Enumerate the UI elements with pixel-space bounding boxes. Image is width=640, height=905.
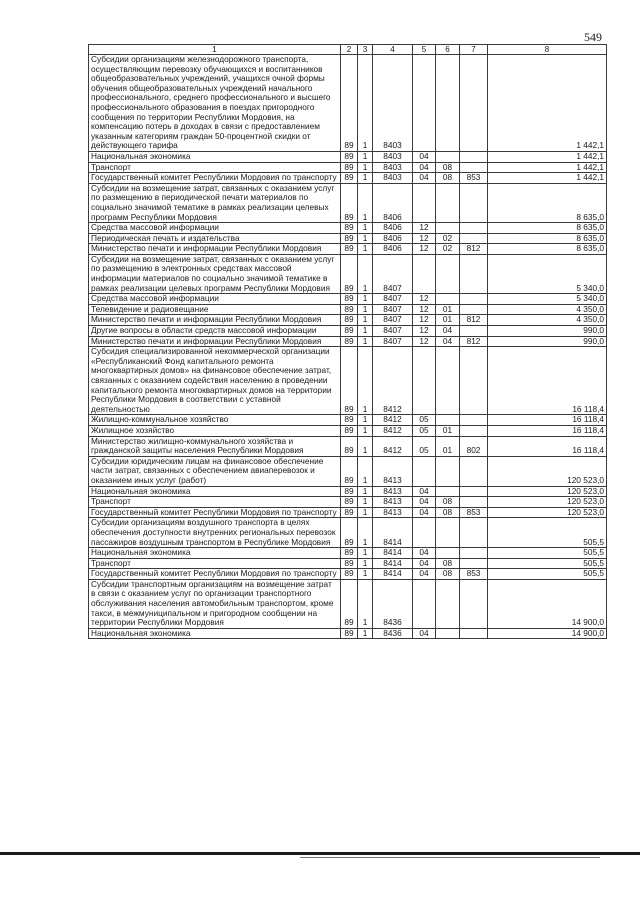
- cell-col-4: 8407: [373, 254, 413, 293]
- cell-amount: 8 635,0: [488, 244, 607, 255]
- cell-col-2: 89: [341, 548, 358, 559]
- table-row: [89, 486, 607, 497]
- cell-amount: 1 442,1: [488, 151, 607, 162]
- cell-col-4: 8403: [373, 55, 413, 152]
- cell-col-3: 1: [358, 518, 373, 548]
- cell-name: Телевидение и радиовещание: [89, 304, 341, 315]
- cell-col-6: [436, 415, 460, 426]
- cell-col-2: 89: [341, 518, 358, 548]
- cell-name: Национальная экономика: [89, 151, 341, 162]
- table-row: [89, 173, 607, 184]
- cell-amount: 1 442,1: [488, 55, 607, 152]
- cell-col-6: 01: [436, 425, 460, 436]
- cell-col-3: 1: [358, 162, 373, 173]
- cell-col-4: 8403: [373, 151, 413, 162]
- cell-col-6: 08: [436, 162, 460, 173]
- cell-name: Периодическая печать и издательства: [89, 233, 341, 244]
- cell-name: Транспорт: [89, 558, 341, 569]
- cell-amount: 8 635,0: [488, 233, 607, 244]
- cell-col-4: 8412: [373, 347, 413, 415]
- cell-col-6: 08: [436, 507, 460, 518]
- cell-amount: 8 635,0: [488, 183, 607, 222]
- cell-col-2: 89: [341, 628, 358, 639]
- cell-col-7: [460, 518, 488, 548]
- cell-name: Субсидии юридическим лицам на финансовое обеспечение части затрат, связанных с обеспечением авиаперевозок и оказанием иных услуг (работ): [89, 456, 341, 486]
- cell-col-2: 89: [341, 233, 358, 244]
- cell-col-6: [436, 151, 460, 162]
- table-row: [89, 304, 607, 315]
- cell-name: Субсидии организациям воздушного транспорта в целях обеспечения доступности внутренних региональных перевозок пассажиров воздушным транспортом в Республике Мордовия: [89, 518, 341, 548]
- budget-table-container: [88, 44, 606, 639]
- cell-amount: 990,0: [488, 326, 607, 337]
- cell-col-7: [460, 579, 488, 628]
- cell-col-2: 89: [341, 183, 358, 222]
- header-col-5: 5: [413, 45, 436, 55]
- cell-amount: 990,0: [488, 336, 607, 347]
- cell-col-4: 8414: [373, 518, 413, 548]
- cell-amount: 4 350,0: [488, 315, 607, 326]
- cell-col-2: 89: [341, 254, 358, 293]
- cell-col-4: 8413: [373, 486, 413, 497]
- cell-amount: 120 523,0: [488, 456, 607, 486]
- cell-col-7: 853: [460, 569, 488, 580]
- cell-amount: 5 340,0: [488, 294, 607, 305]
- table-row: [89, 183, 607, 222]
- cell-col-5: 04: [413, 628, 436, 639]
- table-row: [89, 415, 607, 426]
- table-row: [89, 315, 607, 326]
- cell-col-6: [436, 223, 460, 234]
- cell-col-3: 1: [358, 315, 373, 326]
- cell-col-7: [460, 425, 488, 436]
- cell-col-3: 1: [358, 336, 373, 347]
- cell-col-2: 89: [341, 425, 358, 436]
- cell-col-6: 08: [436, 497, 460, 508]
- table-body: [89, 55, 607, 639]
- table-row: [89, 569, 607, 580]
- cell-col-6: 01: [436, 304, 460, 315]
- cell-col-5: 05: [413, 425, 436, 436]
- table-row: [89, 518, 607, 548]
- cell-col-2: 89: [341, 326, 358, 337]
- page-number: 549: [584, 30, 602, 44]
- cell-name: Другие вопросы в области средств массовой информации: [89, 326, 341, 337]
- cell-name: Министерство печати и информации Республики Мордовия: [89, 336, 341, 347]
- cell-col-7: [460, 326, 488, 337]
- cell-col-4: 8407: [373, 336, 413, 347]
- cell-col-5: [413, 183, 436, 222]
- cell-col-4: 8412: [373, 436, 413, 456]
- table-row: [89, 162, 607, 173]
- cell-col-7: [460, 456, 488, 486]
- cell-col-6: 08: [436, 173, 460, 184]
- table-row: [89, 336, 607, 347]
- cell-col-6: 04: [436, 336, 460, 347]
- cell-col-3: 1: [358, 415, 373, 426]
- cell-amount: 14 900,0: [488, 579, 607, 628]
- cell-col-5: 12: [413, 244, 436, 255]
- cell-col-5: 12: [413, 233, 436, 244]
- budget-table: [88, 44, 607, 639]
- cell-col-3: 1: [358, 244, 373, 255]
- cell-col-4: 8436: [373, 628, 413, 639]
- cell-col-6: 02: [436, 244, 460, 255]
- header-col-3: 3: [358, 45, 373, 55]
- table-row: [89, 244, 607, 255]
- cell-col-6: [436, 579, 460, 628]
- table-row: [89, 425, 607, 436]
- table-row: [89, 233, 607, 244]
- cell-name: Средства массовой информации: [89, 223, 341, 234]
- cell-col-7: [460, 548, 488, 559]
- cell-col-7: [460, 294, 488, 305]
- cell-col-2: 89: [341, 486, 358, 497]
- cell-amount: 16 118,4: [488, 425, 607, 436]
- cell-amount: 505,5: [488, 548, 607, 559]
- cell-col-4: 8407: [373, 315, 413, 326]
- cell-col-3: 1: [358, 151, 373, 162]
- table-row: [89, 548, 607, 559]
- header-col-2: 2: [341, 45, 358, 55]
- table-row: [89, 55, 607, 152]
- cell-col-5: [413, 55, 436, 152]
- cell-col-3: 1: [358, 486, 373, 497]
- cell-col-2: 89: [341, 558, 358, 569]
- cell-col-4: 8436: [373, 579, 413, 628]
- cell-col-4: 8414: [373, 558, 413, 569]
- cell-col-3: 1: [358, 183, 373, 222]
- cell-name: Национальная экономика: [89, 628, 341, 639]
- cell-col-4: 8414: [373, 548, 413, 559]
- cell-col-3: 1: [358, 233, 373, 244]
- cell-col-4: 8406: [373, 233, 413, 244]
- cell-amount: 16 118,4: [488, 347, 607, 415]
- cell-col-6: [436, 456, 460, 486]
- cell-col-5: 04: [413, 507, 436, 518]
- cell-col-2: 89: [341, 55, 358, 152]
- cell-col-4: 8406: [373, 223, 413, 234]
- cell-col-7: 812: [460, 244, 488, 255]
- cell-col-6: 02: [436, 233, 460, 244]
- cell-amount: 16 118,4: [488, 415, 607, 426]
- cell-amount: 120 523,0: [488, 497, 607, 508]
- table-row: [89, 507, 607, 518]
- table-row: [89, 151, 607, 162]
- cell-col-5: 04: [413, 497, 436, 508]
- cell-col-2: 89: [341, 244, 358, 255]
- cell-amount: 5 340,0: [488, 254, 607, 293]
- cell-col-5: 12: [413, 294, 436, 305]
- cell-name: Министерство печати и информации Республики Мордовия: [89, 315, 341, 326]
- header-col-7: 7: [460, 45, 488, 55]
- table-row: [89, 347, 607, 415]
- cell-name: Жилищное хозяйство: [89, 425, 341, 436]
- cell-col-7: [460, 233, 488, 244]
- cell-col-2: 89: [341, 223, 358, 234]
- cell-col-2: 89: [341, 294, 358, 305]
- cell-col-6: [436, 183, 460, 222]
- cell-col-5: [413, 456, 436, 486]
- cell-col-6: [436, 548, 460, 559]
- cell-col-7: [460, 558, 488, 569]
- cell-col-2: 89: [341, 579, 358, 628]
- cell-name: Транспорт: [89, 162, 341, 173]
- cell-amount: 16 118,4: [488, 436, 607, 456]
- cell-name: Средства массовой информации: [89, 294, 341, 305]
- cell-amount: 1 442,1: [488, 162, 607, 173]
- cell-col-4: 8406: [373, 244, 413, 255]
- cell-col-6: [436, 294, 460, 305]
- table-row: [89, 456, 607, 486]
- cell-col-3: 1: [358, 173, 373, 184]
- cell-col-6: [436, 486, 460, 497]
- table-row: [89, 628, 607, 639]
- cell-col-4: 8413: [373, 507, 413, 518]
- page-bottom-border-thin: [300, 857, 600, 858]
- cell-col-5: 12: [413, 326, 436, 337]
- cell-amount: 505,5: [488, 518, 607, 548]
- cell-col-7: 853: [460, 507, 488, 518]
- table-row: [89, 254, 607, 293]
- cell-name: Национальная экономика: [89, 486, 341, 497]
- cell-col-2: 89: [341, 173, 358, 184]
- table-row: [89, 294, 607, 305]
- cell-col-2: 89: [341, 151, 358, 162]
- cell-col-7: [460, 183, 488, 222]
- cell-col-3: 1: [358, 55, 373, 152]
- cell-col-5: 12: [413, 223, 436, 234]
- cell-col-4: 8413: [373, 497, 413, 508]
- cell-col-3: 1: [358, 507, 373, 518]
- cell-col-3: 1: [358, 347, 373, 415]
- header-col-1: 1: [89, 45, 341, 55]
- cell-col-5: [413, 347, 436, 415]
- cell-name: Субсидии транспортным организациям на возмещение затрат в связи с оказанием услуг по организации транспортного обслуживания населения автомобильным транспортом, кроме такси, в межмуниципальном и пригородном сообщении на территории Республики Мордовия: [89, 579, 341, 628]
- cell-col-4: 8414: [373, 569, 413, 580]
- cell-col-7: [460, 254, 488, 293]
- cell-col-4: 8407: [373, 326, 413, 337]
- cell-col-5: [413, 254, 436, 293]
- header-col-6: 6: [436, 45, 460, 55]
- cell-name: Субсидии организациям железнодорожного транспорта, осуществляющим перевозку обучающихся и воспитанников общеобразовательных учреждений, учащихся очной формы обучения общеобразовательных учреждений начального профессионального, среднего профессионального и высшего профессионального образования в поездах пригородного сообщения по территории Республики Мордовия, на компенсацию потерь в доходах в связи с предоставлением указанным категориям граждан 50-процентной скидки от действующего тарифа: [89, 55, 341, 152]
- cell-col-7: [460, 486, 488, 497]
- cell-name: Национальная экономика: [89, 548, 341, 559]
- cell-amount: 1 442,1: [488, 173, 607, 184]
- table-row: [89, 579, 607, 628]
- cell-col-2: 89: [341, 347, 358, 415]
- cell-col-5: 12: [413, 336, 436, 347]
- cell-col-3: 1: [358, 579, 373, 628]
- cell-col-2: 89: [341, 497, 358, 508]
- cell-col-7: 812: [460, 336, 488, 347]
- cell-name: Государственный комитет Республики Мордовия по транспорту: [89, 569, 341, 580]
- cell-col-7: [460, 162, 488, 173]
- cell-col-5: 04: [413, 548, 436, 559]
- cell-col-6: [436, 347, 460, 415]
- cell-col-7: [460, 151, 488, 162]
- cell-col-5: 05: [413, 415, 436, 426]
- cell-col-3: 1: [358, 436, 373, 456]
- cell-col-6: [436, 518, 460, 548]
- cell-amount: 505,5: [488, 558, 607, 569]
- cell-amount: 8 635,0: [488, 223, 607, 234]
- cell-name: Министерство жилищно-коммунального хозяйства и гражданской защиты населения Республики Мордовия: [89, 436, 341, 456]
- cell-col-6: [436, 55, 460, 152]
- table-row: [89, 223, 607, 234]
- cell-amount: 120 523,0: [488, 486, 607, 497]
- cell-amount: 120 523,0: [488, 507, 607, 518]
- cell-col-3: 1: [358, 223, 373, 234]
- cell-col-7: [460, 628, 488, 639]
- cell-col-3: 1: [358, 304, 373, 315]
- cell-name: Субсидия специализированной некоммерческой организации «Республиканский Фонд капитального ремонта многоквартирных домов» на финансовое обеспечение затрат, связанных с оказанием содействия населению в проведении капитального ремонта многоквартирных домов на территории Республики Мордовия в соответствии с уставной деятельностью: [89, 347, 341, 415]
- cell-col-5: [413, 518, 436, 548]
- cell-name: Субсидии на возмещение затрат, связанных с оказанием услуг по размещению в электронных средствах массовой информации материалов по социально значимой тематике в рамках реализации целевых программ Республики Мордовия: [89, 254, 341, 293]
- table-row: [89, 436, 607, 456]
- cell-name: Министерство печати и информации Республики Мордовия: [89, 244, 341, 255]
- cell-col-6: 04: [436, 326, 460, 337]
- table-row: [89, 326, 607, 337]
- cell-col-5: 12: [413, 304, 436, 315]
- cell-col-3: 1: [358, 294, 373, 305]
- cell-col-5: 04: [413, 558, 436, 569]
- cell-col-3: 1: [358, 558, 373, 569]
- cell-col-5: 04: [413, 162, 436, 173]
- cell-col-6: 01: [436, 436, 460, 456]
- cell-col-4: 8406: [373, 183, 413, 222]
- cell-col-4: 8407: [373, 294, 413, 305]
- page-bottom-border: [0, 852, 640, 855]
- cell-col-4: 8412: [373, 425, 413, 436]
- cell-col-3: 1: [358, 254, 373, 293]
- cell-col-2: 89: [341, 436, 358, 456]
- cell-amount: 505,5: [488, 569, 607, 580]
- cell-amount: 4 350,0: [488, 304, 607, 315]
- cell-col-3: 1: [358, 628, 373, 639]
- cell-col-3: 1: [358, 548, 373, 559]
- cell-col-4: 8412: [373, 415, 413, 426]
- table-header-row: [89, 45, 607, 55]
- header-col-4: 4: [373, 45, 413, 55]
- cell-col-2: 89: [341, 162, 358, 173]
- cell-col-6: 01: [436, 315, 460, 326]
- cell-col-3: 1: [358, 497, 373, 508]
- cell-col-3: 1: [358, 425, 373, 436]
- cell-col-2: 89: [341, 304, 358, 315]
- cell-col-7: [460, 304, 488, 315]
- cell-col-5: [413, 579, 436, 628]
- cell-col-3: 1: [358, 456, 373, 486]
- table-row: [89, 558, 607, 569]
- cell-col-2: 89: [341, 336, 358, 347]
- cell-col-7: 802: [460, 436, 488, 456]
- cell-col-6: 08: [436, 569, 460, 580]
- cell-col-7: 853: [460, 173, 488, 184]
- cell-col-2: 89: [341, 569, 358, 580]
- table-row: [89, 497, 607, 508]
- header-col-8: 8: [488, 45, 607, 55]
- cell-col-7: [460, 55, 488, 152]
- cell-col-2: 89: [341, 507, 358, 518]
- cell-col-5: 05: [413, 436, 436, 456]
- cell-col-6: [436, 254, 460, 293]
- cell-col-7: [460, 497, 488, 508]
- cell-col-5: 04: [413, 486, 436, 497]
- cell-name: Государственный комитет Республики Мордовия по транспорту: [89, 507, 341, 518]
- cell-name: Субсидии на возмещение затрат, связанных с оказанием услуг по размещению в периодической печати материалов по социально значимой тематике в рамках реализации целевых программ Республики Мордовия: [89, 183, 341, 222]
- cell-col-5: 04: [413, 151, 436, 162]
- cell-col-7: [460, 223, 488, 234]
- cell-name: Жилищно-коммунальное хозяйство: [89, 415, 341, 426]
- cell-col-5: 04: [413, 569, 436, 580]
- cell-col-3: 1: [358, 326, 373, 337]
- cell-col-2: 89: [341, 456, 358, 486]
- cell-col-4: 8407: [373, 304, 413, 315]
- cell-amount: 14 900,0: [488, 628, 607, 639]
- cell-col-6: [436, 628, 460, 639]
- cell-col-2: 89: [341, 315, 358, 326]
- cell-col-3: 1: [358, 569, 373, 580]
- cell-col-7: [460, 347, 488, 415]
- cell-col-4: 8413: [373, 456, 413, 486]
- cell-name: Государственный комитет Республики Мордовия по транспорту: [89, 173, 341, 184]
- cell-col-5: 12: [413, 315, 436, 326]
- cell-col-5: 04: [413, 173, 436, 184]
- cell-col-6: 08: [436, 558, 460, 569]
- cell-col-4: 8403: [373, 162, 413, 173]
- cell-col-7: 812: [460, 315, 488, 326]
- cell-name: Транспорт: [89, 497, 341, 508]
- cell-col-7: [460, 415, 488, 426]
- cell-col-2: 89: [341, 415, 358, 426]
- cell-col-4: 8403: [373, 173, 413, 184]
